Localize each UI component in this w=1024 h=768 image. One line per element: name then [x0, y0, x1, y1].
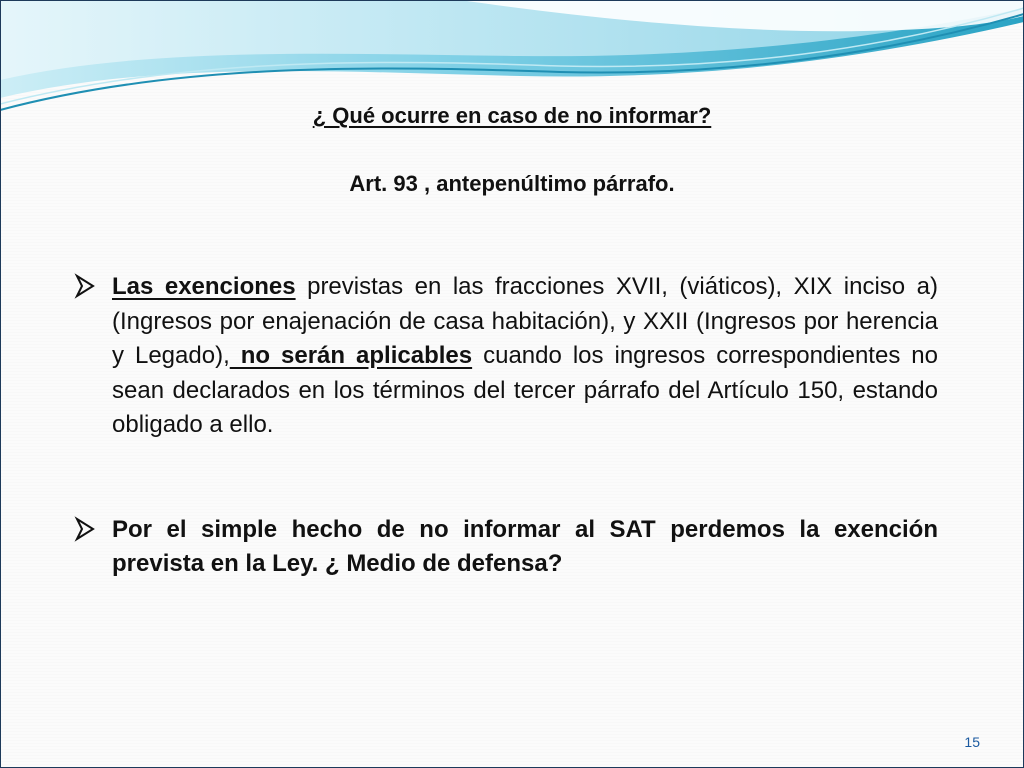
- bullet-text: Por el simple hecho de no informar al SAT perdemos la exención prevista en la Ley. ¿ Medio de defensa?: [112, 515, 938, 577]
- bullet-sat: [70, 513, 938, 582]
- slide-subtitle: Art. 93 , antepenúltimo párrafo.: [349, 171, 675, 196]
- slide-title: ¿ Qué ocurre en caso de no informar?: [312, 103, 712, 128]
- bullet-exenciones: [70, 270, 938, 443]
- arrow-bullet-icon: [74, 516, 96, 542]
- bullet-list: [70, 270, 938, 582]
- page-number: 15: [964, 734, 980, 750]
- arrow-bullet-icon: [74, 273, 96, 299]
- header-wave-decoration: [0, 0, 1024, 120]
- bullet-emphasis: no serán aplicables: [229, 342, 473, 369]
- bullet-text: cuando los ingresos correspondientes no sean declarados en los términos del tercer párrafo del Artículo 150, estando obligado a ello.: [112, 342, 938, 438]
- bullet-text: previstas en las fracciones XVII, (viáticos), XIX inciso a) (Ingresos por enajenación de casa habitación), y XXII (Ingresos por herencia y Legado),: [112, 273, 938, 369]
- bullet-lead: Las exenciones: [112, 273, 296, 300]
